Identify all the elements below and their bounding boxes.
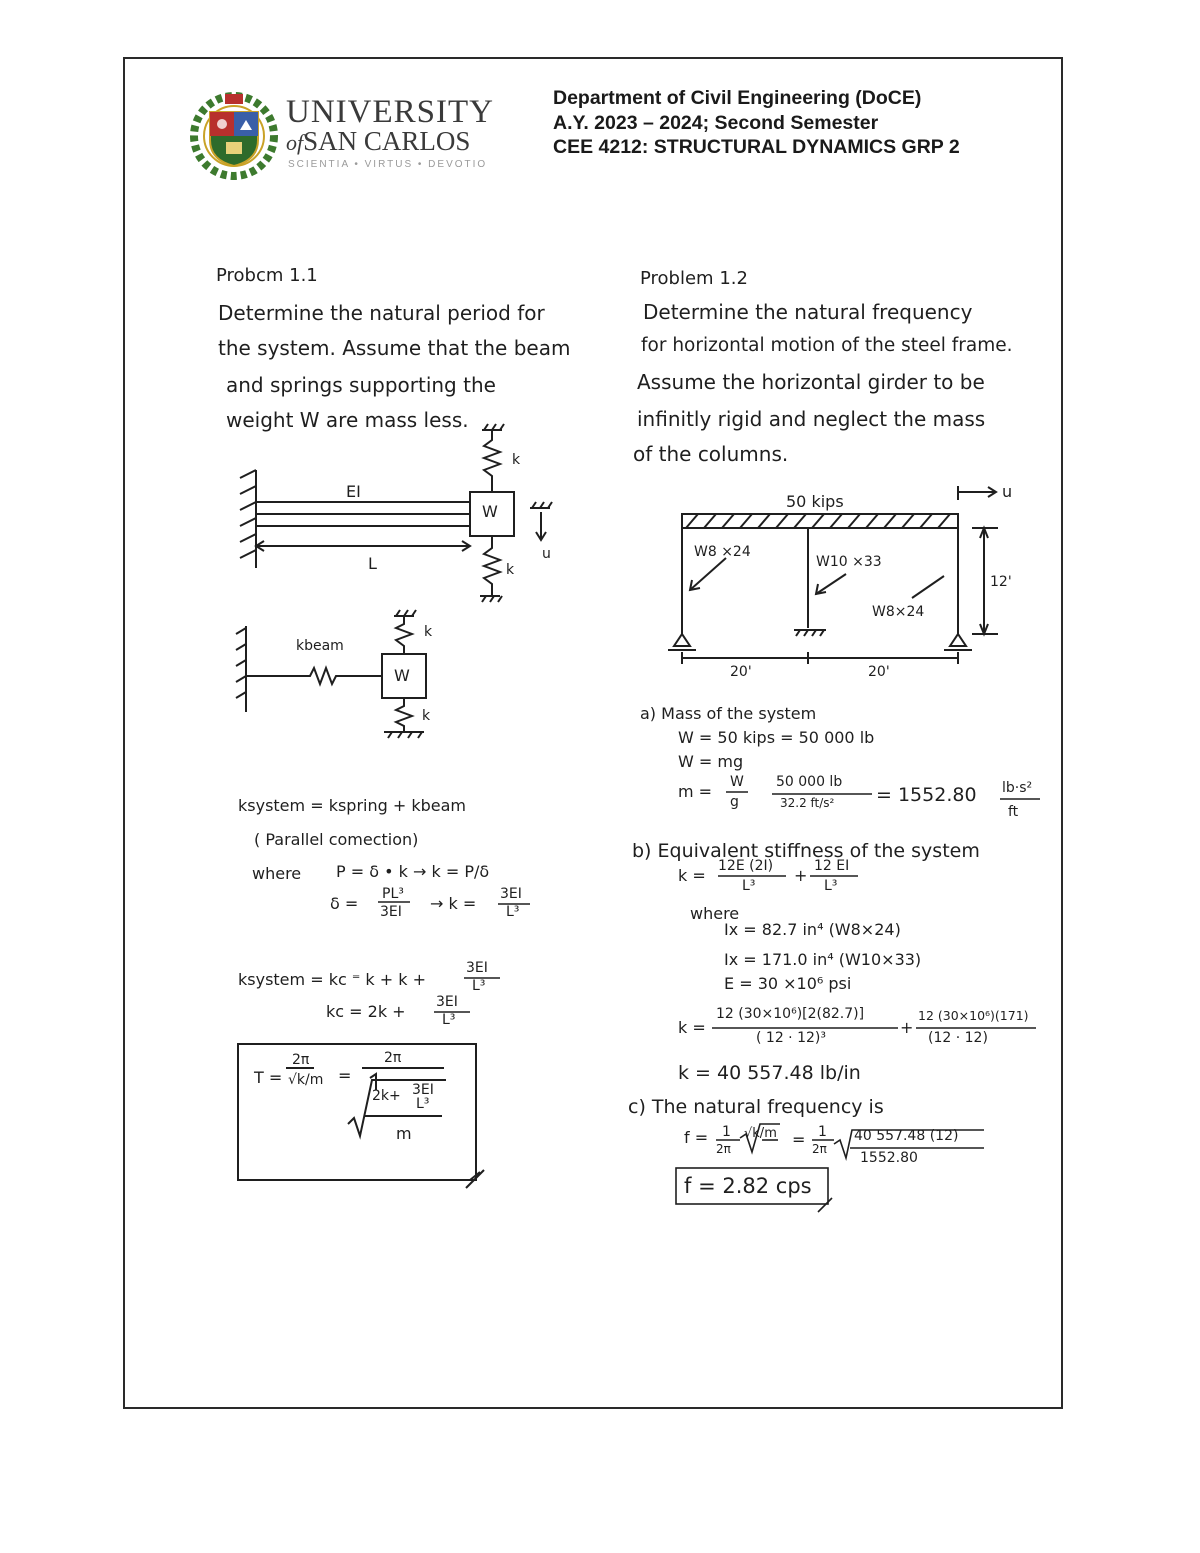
p2-statement-line2: for horizontal motion of the steel frame. [641,335,1013,356]
p2-a-unit-num: lb·s² [1002,780,1033,796]
p2-b-k: k = [678,866,706,885]
p1-title: Probcm 1.1 [216,265,318,286]
p2-frame-figure [668,486,998,664]
p2-b-title: b) Equivalent stiffness of the system [632,840,980,862]
university-seal-icon [194,94,274,176]
p1-ksystem2: ksystem = kc ⁼ k + k + [238,970,426,989]
p1-fig-ei: EI [346,482,361,501]
p2-a-line2: W = mg [678,752,744,771]
p1-p-equation: P = δ • k → k = P/δ [336,862,490,881]
p1-T-label: T = [254,1068,283,1087]
department-title: Department of Civil Engineering (DoCE) [553,87,922,109]
p2-a-den: 32.2 ft/s² [780,796,835,810]
p2-title: Problem 1.2 [640,268,748,289]
p2-a-result: = 1552.80 [876,784,977,806]
p1-T-2kplus: 2k+ [372,1088,401,1104]
p1-statement-line4: weight W are mass less. [226,408,469,432]
p1-T-l3: L³ [416,1096,430,1112]
p2-b-t2-den: L³ [824,878,838,894]
p1-fig2-w: W [394,666,410,685]
p1-where: where [252,864,302,883]
p2-statement-line4: infinitly rigid and neglect the mass [637,407,986,431]
p2-b-result: k = 40 557.48 lb/in [678,1062,861,1084]
p2-b-n1: 12 (30×10⁶)[2(82.7)] [716,1006,865,1022]
p2-b-where: where [690,904,740,923]
p2-b-ix2: Ix = 171.0 in⁴ (W10×33) [724,950,922,969]
academic-year: A.Y. 2023 – 2024; Second Semester [553,112,879,134]
p1-parallel-note: ( Parallel comection) [254,830,419,849]
university-name-line2 [286,126,470,157]
university-name-line1: UNIVERSITY [286,94,494,130]
p2-b-t1-den: L³ [742,878,756,894]
p1-fig-k-bot: k [506,562,515,578]
p2-statement-line5: of the columns. [633,442,789,466]
p2-b-n2: 12 (30×10⁶)(171) [918,1008,1029,1023]
p2-c-sqrt: √k/m [744,1126,777,1141]
p2-b-t1-num: 12E (2I) [718,858,774,874]
p2-a-title: a) Mass of the system [640,704,817,723]
p1-T-2pi-b: 2π [384,1050,402,1066]
p1-statement-line1: Determine the natural period for [218,301,545,325]
p2-c-2pi-b: 2π [812,1142,827,1156]
p2-c-one: 1 [722,1124,731,1140]
p2-a-num: 50 000 lb [776,774,843,790]
p2-b-plus2: + [900,1018,914,1037]
p2-b-plus: + [794,866,808,885]
p2-final-answer: f = 2.82 cps [684,1174,812,1198]
p2-fig-load: 50 kips [786,492,844,511]
p2-b-d2: (12 · 12) [928,1030,988,1046]
p2-a-line1: W = 50 kips = 50 000 lb [678,728,875,747]
p2-c-equals: = [792,1130,806,1149]
p2-fig-span2: 20' [868,664,890,680]
university-of: of [286,130,304,155]
p1-k-num: 3EI [500,886,522,902]
p1-k-den: L³ [506,904,520,920]
p1-T-3ei: 3EI [412,1082,434,1098]
p1-delta-den: 3EI [380,904,402,920]
p1-statement-line3: and springs supporting the [226,373,496,397]
p1-ksystem-line: ksystem = kspring + kbeam [238,796,466,815]
course-title: CEE 4212: STRUCTURAL DYNAMICS GRP 2 [553,136,960,158]
p1-kc: kc = 2k + [326,1002,406,1021]
p2-a-g: g [730,794,739,810]
p1-fig-u: u [542,546,551,562]
p1-fig-l: L [368,554,377,573]
p1-fig2-kbeam: kbeam [296,638,344,654]
p2-fig-span1: 20' [730,664,752,680]
p2-a-w: W [730,774,744,790]
p1-fig-k-top: k [512,452,521,468]
p2-c-den: 1552.80 [860,1150,918,1166]
p2-a-unit-den: ft [1008,804,1019,820]
p1-statement-line2: the system. Assume that the beam [218,336,571,360]
p1-T-sqrt-km: √k/m [288,1072,324,1088]
p1-k-arrow: → k = [430,894,477,913]
p2-statement-line3: Assume the horizontal girder to be [637,370,985,394]
university-motto: SCIENTIA • VIRTUS • DEVOTIO [288,159,488,170]
p2-fig-col3: W8×24 [872,604,925,620]
p1-T-equals: = [338,1066,352,1085]
p2-c-num: 40 557.48 (12) [854,1128,959,1144]
p1-fig2-k-bot: k [422,708,431,724]
p2-fig-col2: W10 ×33 [816,554,882,570]
p1-kc-num: 3EI [436,994,458,1010]
p2-fig-col1: W8 ×24 [694,544,751,560]
p2-b-d1: ( 12 · 12)³ [756,1030,826,1046]
p1-delta-num: PL³ [382,886,404,902]
p2-b-t2-num: 12 EI [814,858,850,874]
p1-fig2-k-top: k [424,624,433,640]
p2-a-m: m = [678,782,713,801]
university-name-san-carlos: SAN CARLOS [303,126,471,156]
p1-ksys2-den: L³ [472,978,486,994]
p2-b-e: E = 30 ×10⁶ psi [724,974,852,993]
p1-ksys2-num: 3EI [466,960,488,976]
p2-b-k2: k = [678,1018,706,1037]
p2-statement-line1: Determine the natural frequency [643,300,973,324]
p1-answer-box [238,1044,484,1188]
p1-T-m: m [396,1124,412,1143]
p1-delta-label: δ = [330,894,359,913]
p2-c-one-b: 1 [818,1124,827,1140]
p2-c-f: f = [684,1128,709,1147]
p2-c-2pi: 2π [716,1142,731,1156]
p1-fig-w: W [482,502,498,521]
p2-b-ix1: Ix = 82.7 in⁴ (W8×24) [724,920,901,939]
p2-fig-u: u [1002,482,1013,501]
p2-fig-height: 12' [990,574,1012,590]
p1-kc-den: L³ [442,1012,456,1028]
p1-T-2pi: 2π [292,1052,310,1068]
p2-c-title: c) The natural frequency is [628,1096,884,1118]
